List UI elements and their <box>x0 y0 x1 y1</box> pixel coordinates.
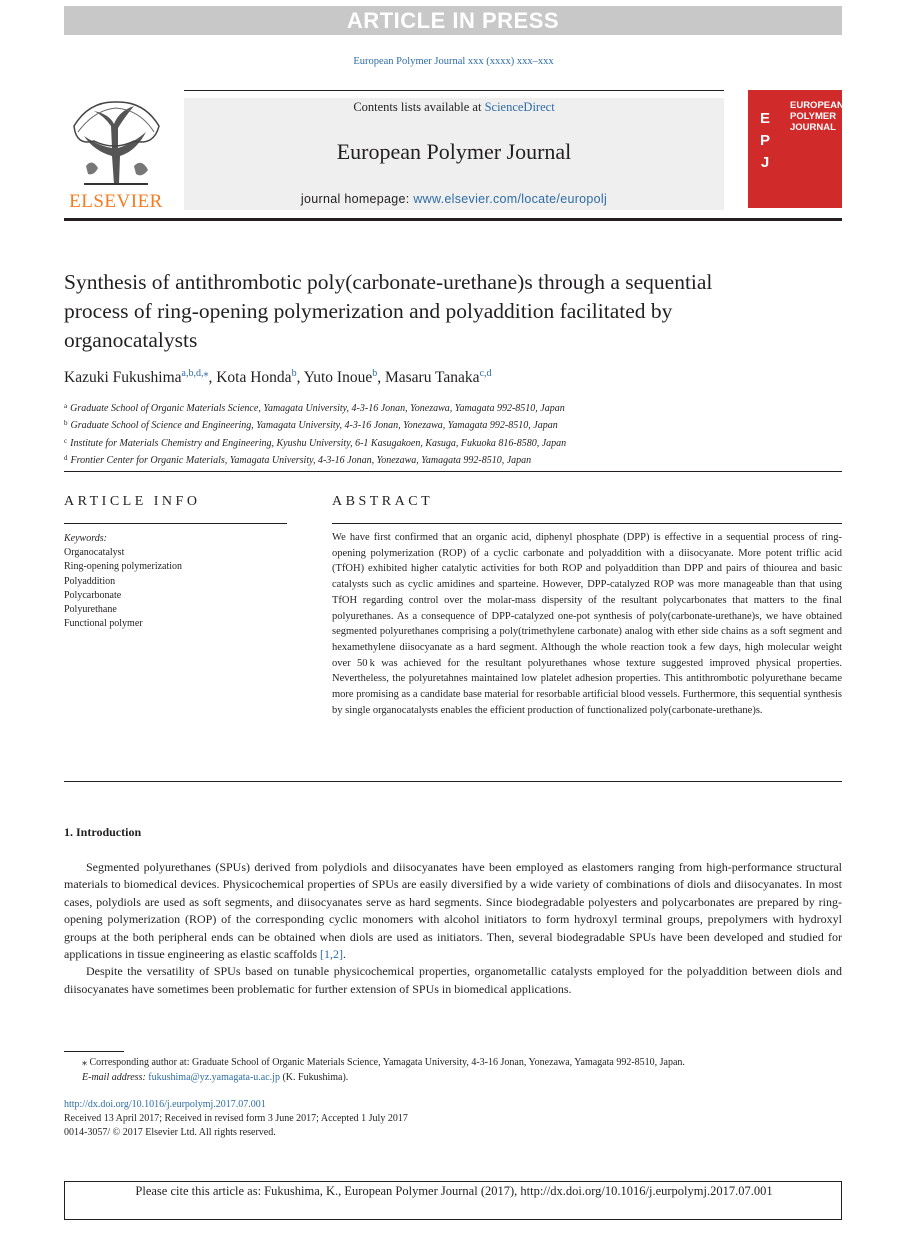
affiliation-text: Institute for Materials Chemistry and Engineering, Kyushu University, 6-1 Kasugakoen, Kasuga, Fukuoka 816-8580, Japan <box>70 437 567 449</box>
affiliation-text: Graduate School of Science and Engineering, Yamagata University, 4-3-16 Jonan, Yonezawa, Yamagata 992-8510, Japan <box>70 420 558 432</box>
intro-paragraph: Despite the versatility of SPUs based on tunable physicochemical properties, organometallic catalysts employed for the polyaddition between diols and diisocyanates have sometimes been problematic for further extension of SPUs in biomedical applications. <box>64 964 842 996</box>
author-name[interactable]: Kota Honda <box>216 369 292 386</box>
cover-letter: J <box>760 154 770 171</box>
article-info-rule <box>64 523 287 524</box>
introduction-heading: 1. Introduction <box>64 825 142 839</box>
doi-link[interactable]: http://dx.doi.org/10.1016/j.eurpolymj.2017.07.001 <box>64 1099 266 1110</box>
abstract-heading: ABSTRACT <box>332 494 434 509</box>
author-name[interactable]: Yuto Inoue <box>303 369 373 386</box>
author-affiliation-marks[interactable]: c,d <box>479 368 492 379</box>
footnote-rule <box>64 1051 124 1052</box>
sciencedirect-link[interactable]: ScienceDirect <box>484 100 555 114</box>
email-note <box>64 1071 842 1086</box>
article-metadata <box>64 1098 842 1141</box>
cover-letter: E <box>759 110 770 127</box>
homepage-prefix: journal homepage: <box>300 192 410 206</box>
elsevier-wordmark: ELSEVIER <box>69 191 163 212</box>
intro-paragraph-end: . <box>343 947 347 962</box>
affiliation-item <box>64 416 842 433</box>
affiliation-item <box>64 451 842 468</box>
citation-text: Please cite this article as: Fukushima, K., European Polymer Journal (2017), http://dx.doi.org/10.1016/j.eurpolymj.2017.07.001 <box>135 1184 773 1198</box>
abstract-text: We have first confirmed that an organic acid, diphenyl phosphate (DPP) is effective in a sequential process of ring-opening polymerization (ROP) of a cyclic carbonate and polyaddition with a diisocyanate. More potent triflic acid (TfOH) exhibited higher catalytic activities for both ROP and polyaddition than DPP and pairs of thiourea and basic catalysts such as cyclic amidines and sparteine. However, DPP-catalyzed ROP was more manageable than that using TfOH regarding control over the molar-mass dispersity of the resultant polycarbonates that matters to the final polyurethanes. As a consequence of DPP-catalyzed one-pot synthesis of poly(carbonate-urethane)s, we have obtained segmented polyurethanes comprising a poly(trimethylene carbonate) analog with ether side chains as a soft segment and hexamethylene diisocyanate as a hard segment. Although the whole reaction took a few days, high molecular weight over 50 k was achieved for the resultant polyurethanes whose texture suggested improved physical properties. Nevertheless, the polyuretahnes maintained low platelet adhesion properties. This antithrombotic polyurethane became more promising as a candidate base material for resorbable artificial blood vessels. Furthermore, this sequential synthesis by single organocatalysts enables the efficient production of functionalized poly(carbonate-urethane)s. <box>332 532 842 716</box>
affiliation-text: Frontier Center for Organic Materials, Yamagata University, 4-3-16 Jonan, Yonezawa, Yamagata 992-8510, Japan <box>70 455 532 467</box>
email-owner: (K. Fukushima). <box>279 1071 349 1083</box>
article-in-press-banner: ARTICLE IN PRESS <box>64 6 842 35</box>
affiliation-list <box>64 399 842 469</box>
author-separator: , <box>208 369 217 386</box>
keywords-list <box>64 532 287 631</box>
corresponding-author-note: ⁎ Corresponding author at: Graduate School of Organic Materials Science, Yamagata University, 4-3-16 Jonan, Yonezawa, Yamagata 992-8510, Japan. <box>82 1057 685 1068</box>
email-label: E-mail address: <box>82 1071 146 1083</box>
citation-link[interactable]: [1,2] <box>320 947 344 962</box>
affiliation-item <box>64 434 842 451</box>
affiliation-text: Graduate School of Organic Materials Science, Yamagata University, 4-3-16 Jonan, Yonezawa, Yamagata 992-8510, Japan <box>70 403 565 414</box>
keyword-item: Functional polymer <box>64 618 143 630</box>
affiliation-mark: a <box>64 402 68 410</box>
journal-homepage <box>184 192 724 206</box>
keyword-item: Polyurethane <box>64 604 117 616</box>
keyword-item: Polycarbonate <box>64 589 122 601</box>
author-name[interactable]: Kazuki Fukushima <box>64 369 182 386</box>
header-bottom-rule <box>64 218 842 221</box>
intro-paragraph <box>64 859 842 963</box>
cover-title <box>790 100 844 133</box>
author-affiliation-marks[interactable]: b <box>291 368 297 379</box>
running-head[interactable]: European Polymer Journal xxx (xxxx) xxx–xxx <box>353 56 554 67</box>
intro-paragraph-text: Segmented polyurethanes (SPUs) derived from polydiols and diisocyanates have been employed as elastomers ranging from high-performance structural materials to biomedical devices. Physicochemical properties of SPUs are easily diversified by a wide variety of combinations of diols and diisocyanates. In most cases, polydiols are used as soft segments, and diisocyanates serve as hard segments. Since biodegradable polyesters and polycarbonates are prepared by ring-opening polymerization (ROP) of the corresponding cyclic monomers with alcohol initiators to form hydroxyl terminal groups, prepolymers with hydroxyl groups at the both peripheral ends can be obtained when diols are used as initiators. Then, several biodegradable SPUs have been developed and studied for applications in tissue engineering as elastic scaffolds <box>64 860 842 962</box>
footnotes <box>64 1056 842 1085</box>
homepage-link[interactable]: www.elsevier.com/locate/europolj <box>413 192 608 206</box>
keyword-item: Ring-opening polymerization <box>64 561 183 573</box>
affiliation-mark: b <box>64 419 68 428</box>
abstract-rule <box>332 523 842 524</box>
cover-letters <box>754 108 776 174</box>
email-link[interactable]: fukushima@yz.yamagata-u.ac.jp <box>148 1071 280 1083</box>
header-top-rule <box>184 90 724 91</box>
contents-line <box>184 100 724 115</box>
keyword-item: Polyaddition <box>64 575 116 587</box>
affiliation-mark: d <box>64 454 68 463</box>
affiliation-item <box>64 399 842 416</box>
cover-title-line: EUROPEAN <box>790 100 844 111</box>
received-dates: Received 13 April 2017; Received in revised form 3 June 2017; Accepted 1 July 2017 <box>64 1113 408 1125</box>
introduction-body <box>64 859 842 998</box>
journal-title: European Polymer Journal <box>336 139 572 164</box>
author-affiliation-marks[interactable]: b <box>372 368 378 379</box>
author-name[interactable]: Masaru Tanaka <box>384 369 480 386</box>
article-info-heading: ARTICLE INFO <box>64 494 201 509</box>
keyword-item: Organocatalyst <box>64 547 125 559</box>
author-affiliation-marks[interactable]: a,b,d,⁎ <box>181 368 209 379</box>
copyright-line: 0014-3057/ © 2017 Elsevier Ltd. All rights reserved. <box>64 1127 276 1139</box>
contents-prefix: Contents lists available at <box>353 100 482 114</box>
cover-title-line: JOURNAL <box>790 122 836 133</box>
section-divider <box>64 471 842 472</box>
cover-letter: P <box>759 132 770 149</box>
section-divider <box>64 781 842 782</box>
affiliation-mark: c <box>64 436 68 445</box>
keywords-label: Keywords: <box>64 533 107 544</box>
author-separator: , <box>296 369 304 386</box>
author-separator: , <box>377 369 385 386</box>
cover-title-line: POLYMER <box>790 111 837 122</box>
author-list <box>64 368 842 387</box>
article-title: Synthesis of antithrombotic poly(carbonate-urethane)s through a sequential process of ring-opening polymerization and polyaddition facilitated by organocatalysts <box>64 270 713 352</box>
